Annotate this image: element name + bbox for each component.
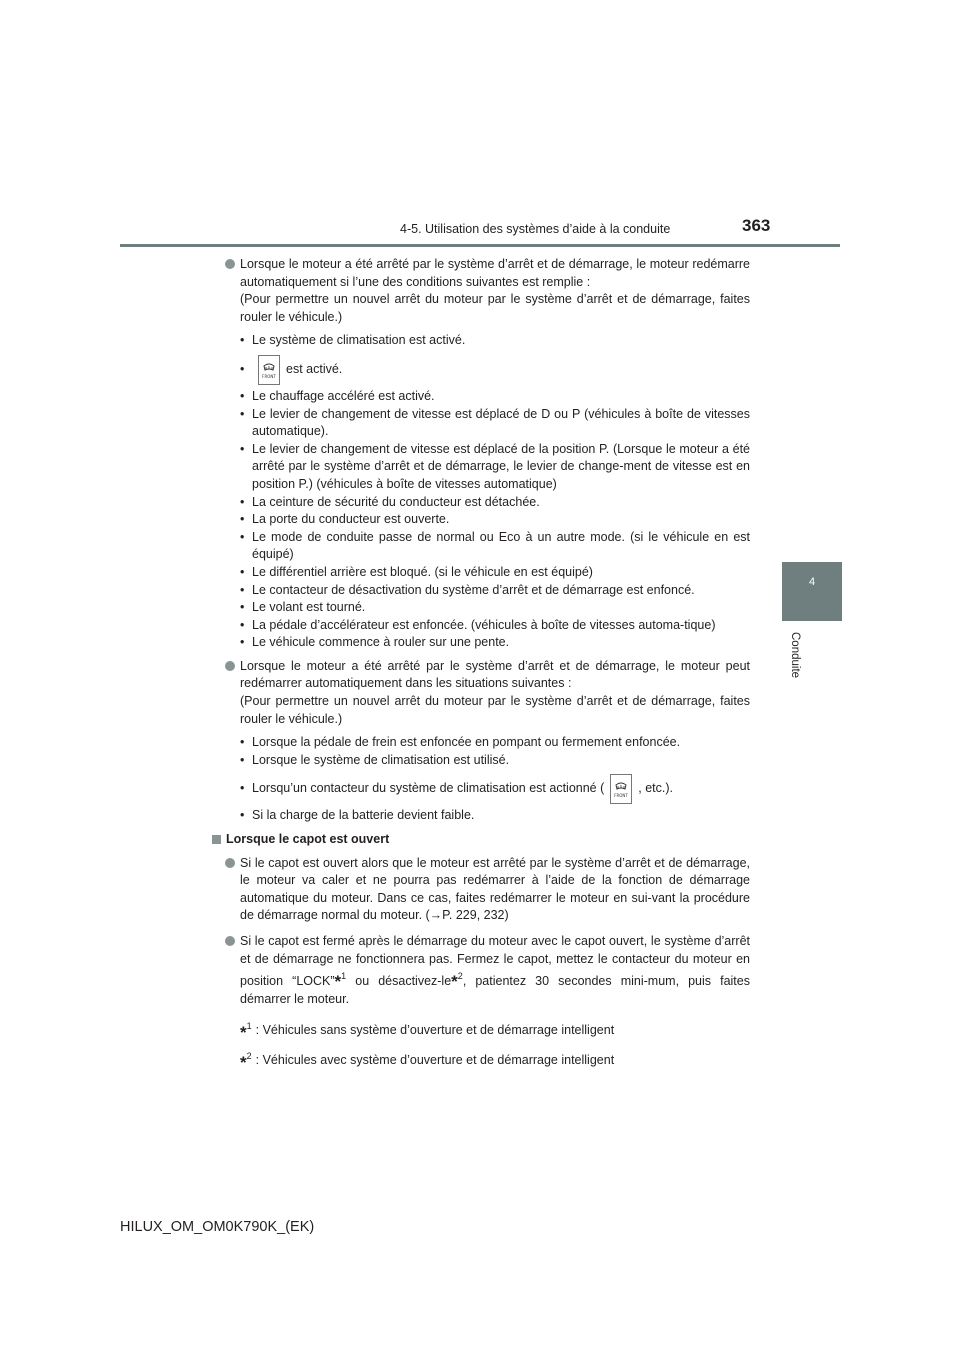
list-item: • Lorsque le système de climatisation est utilisé.: [240, 752, 510, 767]
svg-text:FRONT: FRONT: [614, 793, 629, 799]
chapter-number: 4: [808, 576, 816, 588]
chapter-label: [787, 632, 803, 692]
list-item: • Le chauffage accéléré est activé.: [240, 388, 435, 403]
chapter-tab: [782, 562, 842, 621]
list-item: • La pédale d’accélérateur est enfoncée. (véhicules à boîte de vitesses automa-tique): [240, 617, 716, 632]
header-rule: [120, 244, 840, 247]
bullet-paragraph: [224, 658, 750, 728]
paragraph-note: (Pour permettre un nouvel arrêt du moteur par le système d’arrêt et de démarrage, faites rouler le véhicule.): [240, 292, 750, 324]
condition-list: [224, 332, 750, 652]
bullet-dot-icon: [225, 858, 235, 868]
list-item: • La ceinture de sécurité du conducteur est détachée.: [240, 494, 540, 509]
list-item: • Si la charge de la batterie devient faible.: [240, 808, 475, 823]
chapter-label-text: Conduite: [789, 632, 801, 679]
paragraph-note: (Pour permettre un nouvel arrêt du moteur par le système d’arrêt et de démarrage, faites rouler le véhicule.): [240, 694, 750, 726]
situation-list: [224, 734, 750, 825]
bullet-paragraph: [224, 933, 750, 1008]
list-item: • Le mode de conduite passe de normal ou Eco à un autre mode. (si le véhicule en est équipé): [240, 529, 750, 562]
bullet-dot-icon: [225, 661, 235, 671]
paragraph-text: Lorsque le moteur a été arrêté par le système d’arrêt et de démarrage, le moteur peut redémarrer automatiquement dans les situations suivantes :: [240, 658, 750, 691]
list-item: • Le contacteur de désactivation du système d’arrêt et de démarrage est enfoncé.: [240, 582, 695, 597]
footnote: *$^1$ : Véhicules sans système d’ouverture et de démarrage intelligent: [240, 1021, 615, 1043]
list-item: • FRONT est activé.: [240, 352, 750, 386]
list-item: • Le système de climatisation est activé.: [240, 333, 466, 348]
front-defroster-button-icon: [610, 774, 632, 804]
bullet-paragraph: [224, 855, 750, 925]
footnote: *$^2$ : Véhicules avec système d’ouverture et de démarrage intelligent: [240, 1050, 615, 1072]
paragraph-text: Lorsque le moteur a été arrêté par le système d’arrêt et de démarrage, le moteur redémarre automatiquement si l’une des conditions suivantes est remplie :: [240, 257, 750, 289]
page-number: 363: [742, 216, 771, 235]
section-title: 4-5. Utilisation des systèmes d’aide à la conduite: [400, 222, 671, 236]
page-content: [224, 256, 750, 1078]
list-item: • Le volant est tourné.: [240, 600, 366, 615]
section-heading: Lorsque le capot est ouvert: [212, 831, 750, 849]
list-item: • La porte du conducteur est ouverte.: [240, 512, 450, 527]
bullet-dot-icon: [225, 259, 235, 269]
front-defroster-button-icon: [258, 355, 280, 385]
list-item: • Le levier de changement de vitesse est déplacé de la position P. (Lorsque le moteur a été arrêté par le système d’arrêt et de démarrage, le levier de change-ment de vitesse est en position P.) (véhicules à boîte de vitesses automatique): [240, 441, 750, 491]
list-item: • Le différentiel arrière est bloqué. (si le véhicule en est équipé): [240, 564, 593, 579]
paragraph-text: Si le capot est ouvert alors que le moteur est arrêté par le système d’arrêt et de démarrage, le moteur va caler et ne pourra pas redémarrer à l’aide de la fonction de démarrage automatique du moteur. Dans ce cas, faites redémarrer le moteur en sui-vant la procédure de démarrage normal du moteur. (→P. 229, 232): [240, 855, 750, 923]
list-item: • Le véhicule commence à rouler sur une pente.: [240, 635, 510, 650]
document-code: HILUX_OM_OM0K790K_(EK): [120, 1219, 315, 1235]
list-item: • Le levier de changement de vitesse est déplacé de D ou P (véhicules à boîte de vitesses automatique).: [240, 406, 750, 439]
svg-text:FRONT: FRONT: [262, 373, 276, 379]
bullet-dot-icon: [225, 936, 235, 946]
list-item: • Lorsque la pédale de frein est enfoncée en pompant ou fermement enfoncée.: [240, 735, 681, 750]
heading-square-icon: [212, 835, 221, 844]
bullet-paragraph: [224, 256, 750, 326]
paragraph-text: Si le capot est fermé après le démarrage du moteur avec le capot ouvert, le système d’arrêt et de démarrage ne fonctionnera pas. Fermez le capot, mettez le contacteur du moteur en position “LOCK”*$^1$ ou désactivez-le*$^2$, patientez 30 secondes mini-mum, puis faites démarrer le moteur.: [240, 934, 750, 1006]
list-item: • Lorsqu’un contacteur du système de climatisation est actionné ( FRONT , etc.).: [240, 771, 750, 805]
